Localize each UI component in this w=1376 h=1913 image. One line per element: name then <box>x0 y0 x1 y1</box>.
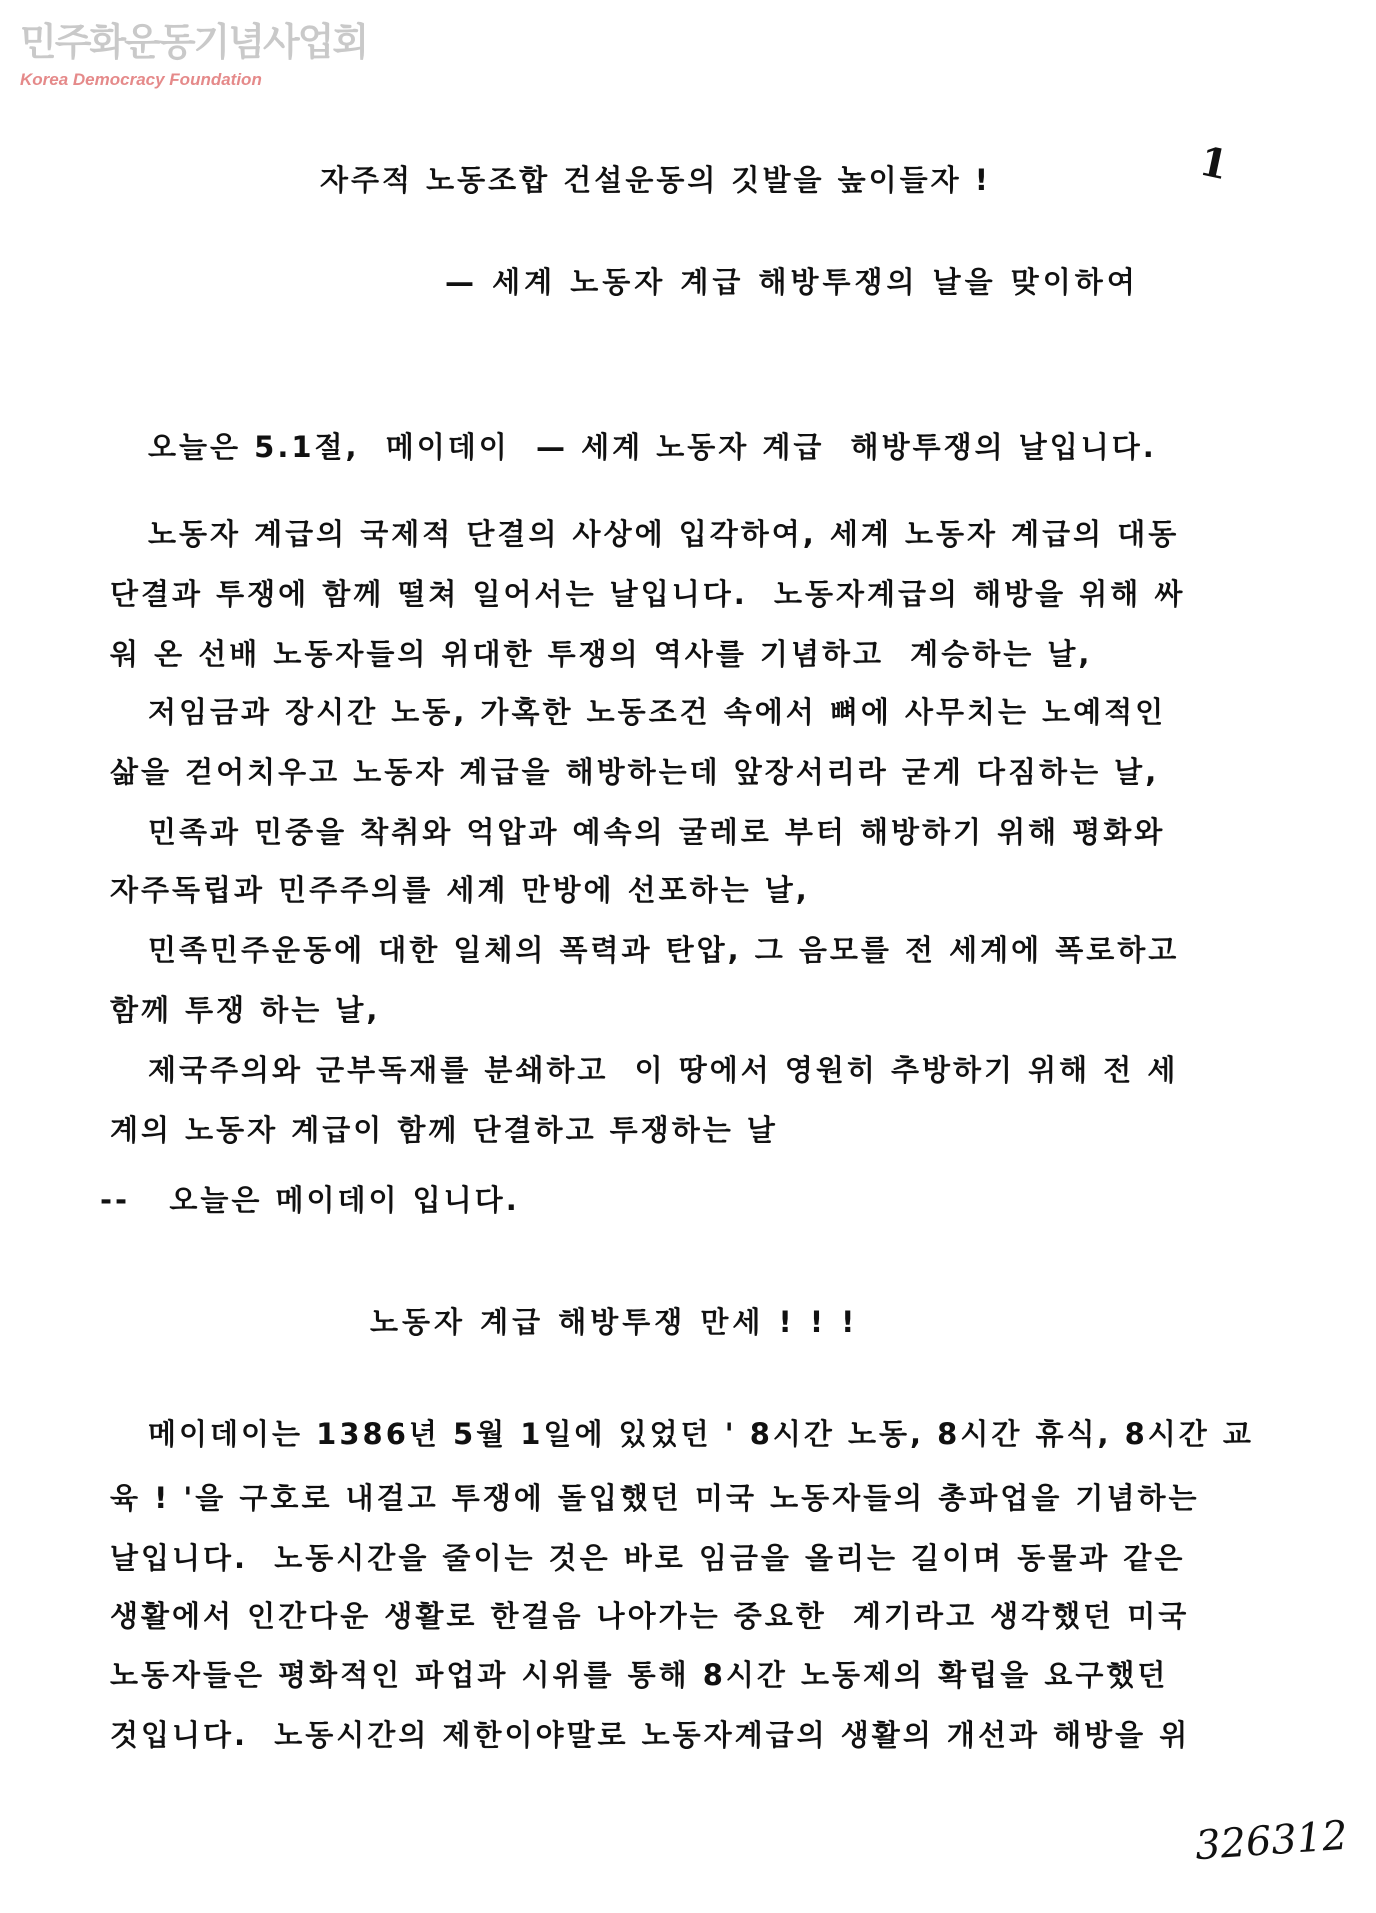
paragraph1-line: 오늘은 5.1절, 메이데이 — 세계 노동자 계급 해방투쟁의 날입니다. <box>148 430 1157 464</box>
paragraph1-line: 노동자 계급의 국제적 단결의 사상에 입각하여, 세계 노동자 계급의 대동 <box>148 517 1180 551</box>
paragraph1-line: 제국주의와 군부독재를 분쇄하고 이 땅에서 영원히 추방하기 위해 전 세 <box>148 1053 1179 1087</box>
paragraph2-line: 생활에서 인간다운 생활로 한걸음 나아가는 중요한 계기라고 생각했던 미국 <box>110 1599 1190 1633</box>
slogan: 노동자 계급 해방투쟁 만세 ! ! ! <box>370 1305 859 1339</box>
document-subtitle: — 세계 노동자 계급 해방투쟁의 날을 맞이하여 <box>445 265 1139 299</box>
page-number: 1 <box>1195 137 1233 190</box>
paragraph1-line: 민족민주운동에 대한 일체의 폭력과 탄압, 그 음모를 전 세계에 폭로하고 <box>148 933 1180 967</box>
paragraph1-line: 삶을 걷어치우고 노동자 계급을 해방하는데 앞장서리라 굳게 다짐하는 날, <box>110 755 1160 789</box>
paragraph2-line: 것입니다. 노동시간의 제한이야말로 노동자계급의 생활의 개선과 해방을 위 <box>110 1718 1191 1752</box>
paragraph1-line: 자주독립과 민주주의를 세계 만방에 선포하는 날, <box>110 873 810 907</box>
paragraph2-line: 노동자들은 평화적인 파업과 시위를 통해 8시간 노동제의 확립을 요구했던 <box>110 1658 1169 1692</box>
paragraph1-line: 단결과 투쟁에 함께 떨쳐 일어서는 날입니다. 노동자계급의 해방을 위해 싸 <box>110 577 1186 611</box>
paragraph1-line: 함께 투쟁 하는 날, <box>110 993 381 1027</box>
paragraph2-line: 날입니다. 노동시간을 줄이는 것은 바로 임금을 올리는 길이며 동물과 같은 <box>110 1541 1186 1575</box>
paragraph1-line: -- 오늘은 메이데이 입니다. <box>100 1183 520 1217</box>
paragraph1-line: 저임금과 장시간 노동, 가혹한 노동조건 속에서 뼈에 사무치는 노예적인 <box>148 695 1167 729</box>
paragraph2-line: 육 ! '을 구호로 내걸고 투쟁에 돌입했던 미국 노동자들의 총파업을 기념하는 <box>110 1481 1200 1515</box>
paragraph1-line: 워 온 선배 노동자들의 위대한 투쟁의 역사를 기념하고 계승하는 날, <box>110 637 1093 671</box>
foundation-watermark <box>20 20 367 90</box>
paragraph1-line: 민족과 민중을 착취와 억압과 예속의 굴레로 부터 해방하기 위해 평화와 <box>148 815 1166 849</box>
document-title: 자주적 노동조합 건설운동의 깃발을 높이들자 ! <box>320 163 991 197</box>
paragraph2-line: 메이데이는 1386년 5월 1일에 있었던 ' 8시간 노동, 8시간 휴식, 8시간 교 <box>148 1417 1254 1451</box>
watermark-english: Korea Democracy Foundation <box>20 70 262 89</box>
paragraph1-line: 계의 노동자 계급이 함께 단결하고 투쟁하는 날 <box>110 1113 778 1147</box>
catalog-number: 326312 <box>1193 1812 1350 1870</box>
watermark-korean: 민주화운동기념사업회 <box>20 20 368 64</box>
